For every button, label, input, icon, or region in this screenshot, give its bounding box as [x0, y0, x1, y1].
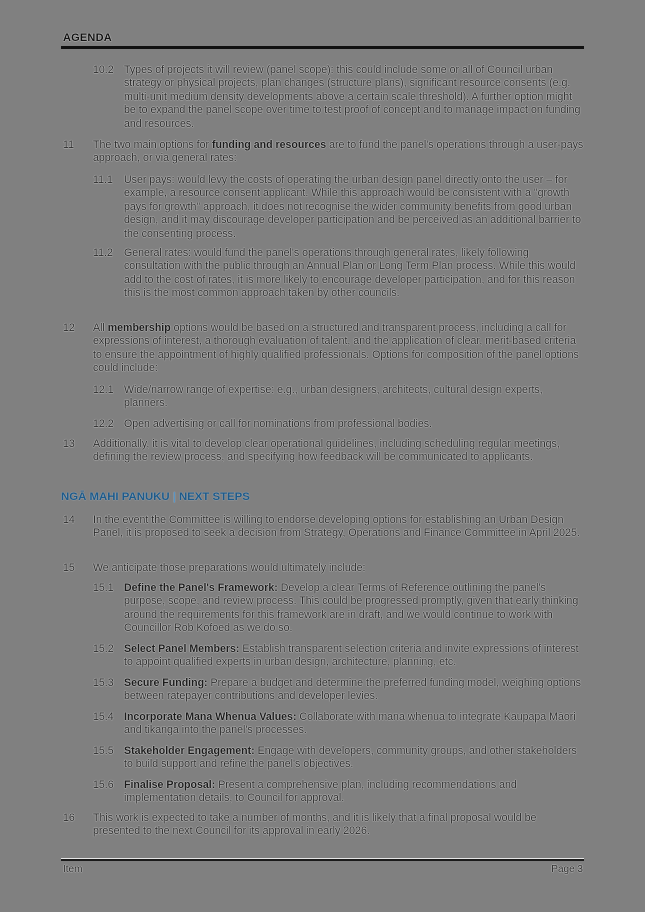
sub-paragraph [124, 174, 584, 241]
paragraph-text: In the event the Committee is willing to endorse developing options for establishing an Urban Design Panel, it is proposed to seek a decision from Strategy, Operations and Finance Committee in April 2025. [93, 514, 580, 540]
paragraph-number: 15.6 [93, 779, 114, 791]
paragraph-text: All [93, 322, 108, 334]
footer-divider [61, 859, 584, 861]
paragraph-text: This work is expected to take a number of months, and it is likely that a final proposal would be presented to the next Council for its approval in early 2026. [93, 812, 537, 838]
paragraph-number: 10.2 [93, 64, 114, 76]
paragraph-number: 12.2 [93, 418, 114, 430]
paragraph-number: 14 [63, 514, 75, 526]
paragraph-text: Prepare a budget and determine the preferred funding model, weighing options between ratepayer contributions and developer levies. [124, 677, 581, 703]
paragraph-number: 12.1 [93, 384, 114, 396]
paragraph-number: 16 [63, 812, 75, 824]
sub-paragraph [124, 711, 584, 738]
sub-paragraph [124, 582, 584, 636]
numbered-paragraph [93, 514, 585, 541]
paragraph-text: The two main options for [93, 139, 212, 151]
paragraph-text: Establish transparent selection criteria and invite expressions of interest to appoint qualified experts in urban design, architecture, planning, etc. [124, 643, 579, 669]
footer-item-label: Item [63, 864, 83, 875]
bold-term: Incorporate Mana Whenua Values: [124, 711, 297, 723]
paragraph-text: options would be based on a structured and transparent process, including a call for expressions of interest, a thorough evaluation of talent, and the application of clear, merit-based criteria to ensure the appointment of highly qualified professionals. Options for composition of the panel options could include: [93, 322, 579, 375]
paragraph-text: are to fund the panel's operations through a user-pays approach, or via general rates: [93, 139, 584, 165]
paragraph-number: 12 [63, 322, 75, 334]
paragraph-number: 11.2 [93, 247, 113, 259]
bold-term: Select Panel Members: [124, 643, 240, 655]
numbered-paragraph [93, 322, 585, 376]
sub-paragraph [124, 677, 584, 704]
paragraph-number: 15.1 [93, 582, 114, 594]
paragraph-number: 15.4 [93, 711, 114, 723]
numbered-paragraph [93, 438, 585, 465]
bold-term: funding and resources [211, 139, 327, 151]
paragraph-text: We anticipate those preparations would ultimately include: [93, 562, 366, 574]
paragraph-number: 15.5 [93, 745, 114, 757]
paragraph-number: 13 [63, 438, 75, 450]
sub-paragraph [124, 384, 584, 411]
header-title: AGENDA [63, 32, 112, 44]
paragraph-text: Additionally, it is vital to develop clear operational guidelines, including scheduling regular meetings, defining the review process, and specifying how feedback will be communicated to applicants. [93, 438, 560, 464]
paragraph-text: User pays: would levy the costs of operating the urban design panel directly onto the user – for example, a resource consent applicant. While this approach would be consistent with a "growth pays for growth" approach, it does not recognise the wider community benefits from good urban design, and it may discourage developer participation and be perceived as an additional barrier to the consenting process. [124, 174, 581, 240]
sub-paragraph [124, 643, 584, 670]
paragraph-text: Present a comprehensive plan, including recommendations and implementation details, to Council for approval. [124, 779, 517, 805]
sub-paragraph [124, 64, 584, 131]
paragraph-text: Engage with developers, community groups, and other stakeholders to build support and refine the panel's objectives. [124, 745, 577, 771]
paragraph-number: 11.1 [93, 174, 113, 186]
section-heading-separator: | [172, 491, 176, 503]
section-heading-next-steps [61, 491, 250, 503]
paragraph-text: Open advertising or call for nominations from professional bodies. [124, 418, 432, 430]
paragraph-number: 11 [63, 139, 74, 151]
sub-paragraph [124, 779, 584, 806]
sub-paragraph [124, 247, 584, 301]
bold-term: Secure Funding: [124, 677, 208, 689]
numbered-paragraph [93, 139, 585, 166]
sub-paragraph [124, 418, 584, 431]
section-heading-english: NEXT STEPS [178, 491, 250, 503]
paragraph-number: 15.2 [93, 643, 114, 655]
numbered-paragraph [93, 812, 585, 839]
paragraph-text: Collaborate with mana whenua to integrate Kaupapa Māori and tikanga into the panel's processes. [124, 711, 576, 737]
paragraph-number: 15 [63, 562, 75, 574]
paragraph-number: 15.3 [93, 677, 114, 689]
header-divider [61, 46, 584, 49]
footer-page-number: Page 3 [551, 864, 583, 875]
bold-term: Stakeholder Engagement: [124, 745, 255, 757]
bold-term: membership [107, 322, 171, 334]
sub-paragraph [124, 745, 584, 772]
bold-term: Finalise Proposal: [124, 779, 216, 791]
numbered-paragraph [93, 562, 585, 575]
paragraph-text: Develop a clear Terms of Reference outlining the panel's purpose, scope, and review process. This could be progressed promptly, given that early thinking around the requirements for this framework are in draft, and we would continue to work with Councillor Rob Kofoed as we do so. [124, 582, 579, 635]
paragraph-text: General rates: would fund the panel's operations through general rates, likely following consultation with the public through an Annual Plan or Long Term Plan process. While this would add to the cost of rates, it is more likely to encourage developer participation, and for this reason this is the most common approach taken by other councils. [124, 247, 576, 300]
section-heading-maori: NGĀ MAHI PANUKU [61, 491, 170, 503]
paragraph-text: Types of projects it will review (panel scope): this could include some or all of Council urban strategy or physical projects, plan changes (structure plans), significant resource consents (e.g. multi-unit medium density developments above a certain scale threshold). A further option might be to expand the panel scope over time to test proof of concept and to manage impact on funding and resources. [124, 64, 581, 130]
bold-term: Define the Panel's Framework: [124, 582, 278, 594]
paragraph-text: Wide/narrow range of expertise: e.g., urban designers, architects, cultural design experts, planners. [124, 384, 543, 410]
